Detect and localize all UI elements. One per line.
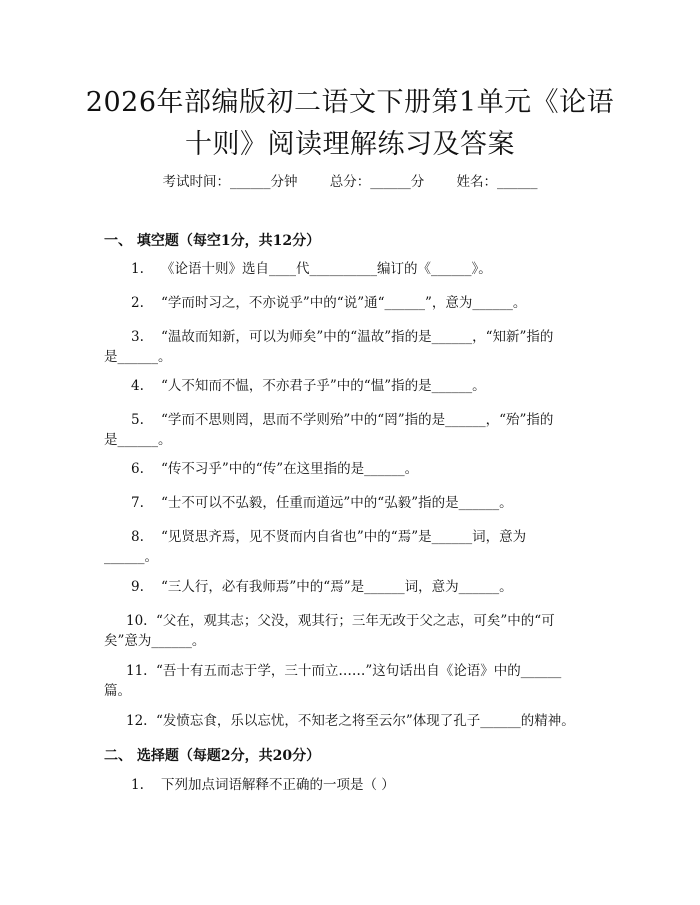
question-text-continued: 篇。 <box>104 683 131 699</box>
question-number: 2. <box>131 295 144 311</box>
question-number: 12. <box>126 713 148 729</box>
student-name: 姓名：______ <box>456 174 538 190</box>
question-number: 8. <box>131 529 144 545</box>
section-fill-blank-heading: 一、 填空题（每空1分，共12分） <box>104 233 321 249</box>
question-text: “温故而知新，可以为师矣”中的“温故”指的是______，“知新”指的 <box>161 329 554 345</box>
question-number: 7. <box>131 495 144 511</box>
question-text: “三人行，必有我师焉”中的“焉”是______词，意为______。 <box>161 579 513 595</box>
question-number: 4. <box>131 378 144 394</box>
question-text: “学而时习之，不亦说乎”中的“说”通“______”，意为______。 <box>161 295 527 311</box>
section-multiple-choice-heading: 二、 选择题（每题2分，共20分） <box>104 748 321 764</box>
question-text: 下列加点词语解释不正确的一项是（ ） <box>161 777 395 793</box>
question-number: 1. <box>131 777 144 793</box>
question-number: 6. <box>131 461 144 477</box>
question-text-continued: ______。 <box>104 549 158 565</box>
document-title-line1: 2026年部编版初二语文下册第1单元《论语 <box>85 87 615 118</box>
question-text: “士不可以不弘毅，任重而道远”中的“弘毅”指的是______。 <box>161 495 513 511</box>
question-number: 9. <box>131 579 144 595</box>
question-number: 3. <box>131 329 144 345</box>
question-text-continued: 是______。 <box>104 349 172 365</box>
question-text: “学而不思则罔，思而不学则殆”中的“罔”指的是______，“殆”指的 <box>161 412 554 428</box>
question-number: 1. <box>131 261 144 277</box>
question-text-continued: 是______。 <box>104 432 172 448</box>
exam-time: 考试时间：______分钟 <box>162 174 298 190</box>
question-text: “传不习乎”中的“传”在这里指的是______。 <box>161 461 419 477</box>
question-text: “吾十有五而志于学，三十而立……”这句话出自《论语》中的______ <box>156 663 562 679</box>
question-text: “发愤忘食，乐以忘忧，不知老之将至云尔”体现了孔子______的精神。 <box>156 713 575 729</box>
question-number: 10. <box>126 613 148 629</box>
question-number: 5. <box>131 412 144 428</box>
question-text: “人不知而不愠，不亦君子乎”中的“愠”指的是______。 <box>161 378 486 394</box>
question-text: 《论语十则》选自____代__________编订的《______》。 <box>161 261 492 277</box>
question-text: “见贤思齐焉，见不贤而内自省也”中的“焉”是______词，意为 <box>161 529 527 545</box>
question-number: 11. <box>126 663 148 679</box>
document-title-line2: 十则》阅读理解练习及答案 <box>185 129 515 160</box>
question-text-continued: 矣”意为______。 <box>104 633 206 649</box>
total-score: 总分：______分 <box>329 174 425 190</box>
exam-info <box>0 170 700 190</box>
question-text: “父在，观其志；父没，观其行；三年无改于父之志，可矣”中的“可 <box>156 613 555 629</box>
